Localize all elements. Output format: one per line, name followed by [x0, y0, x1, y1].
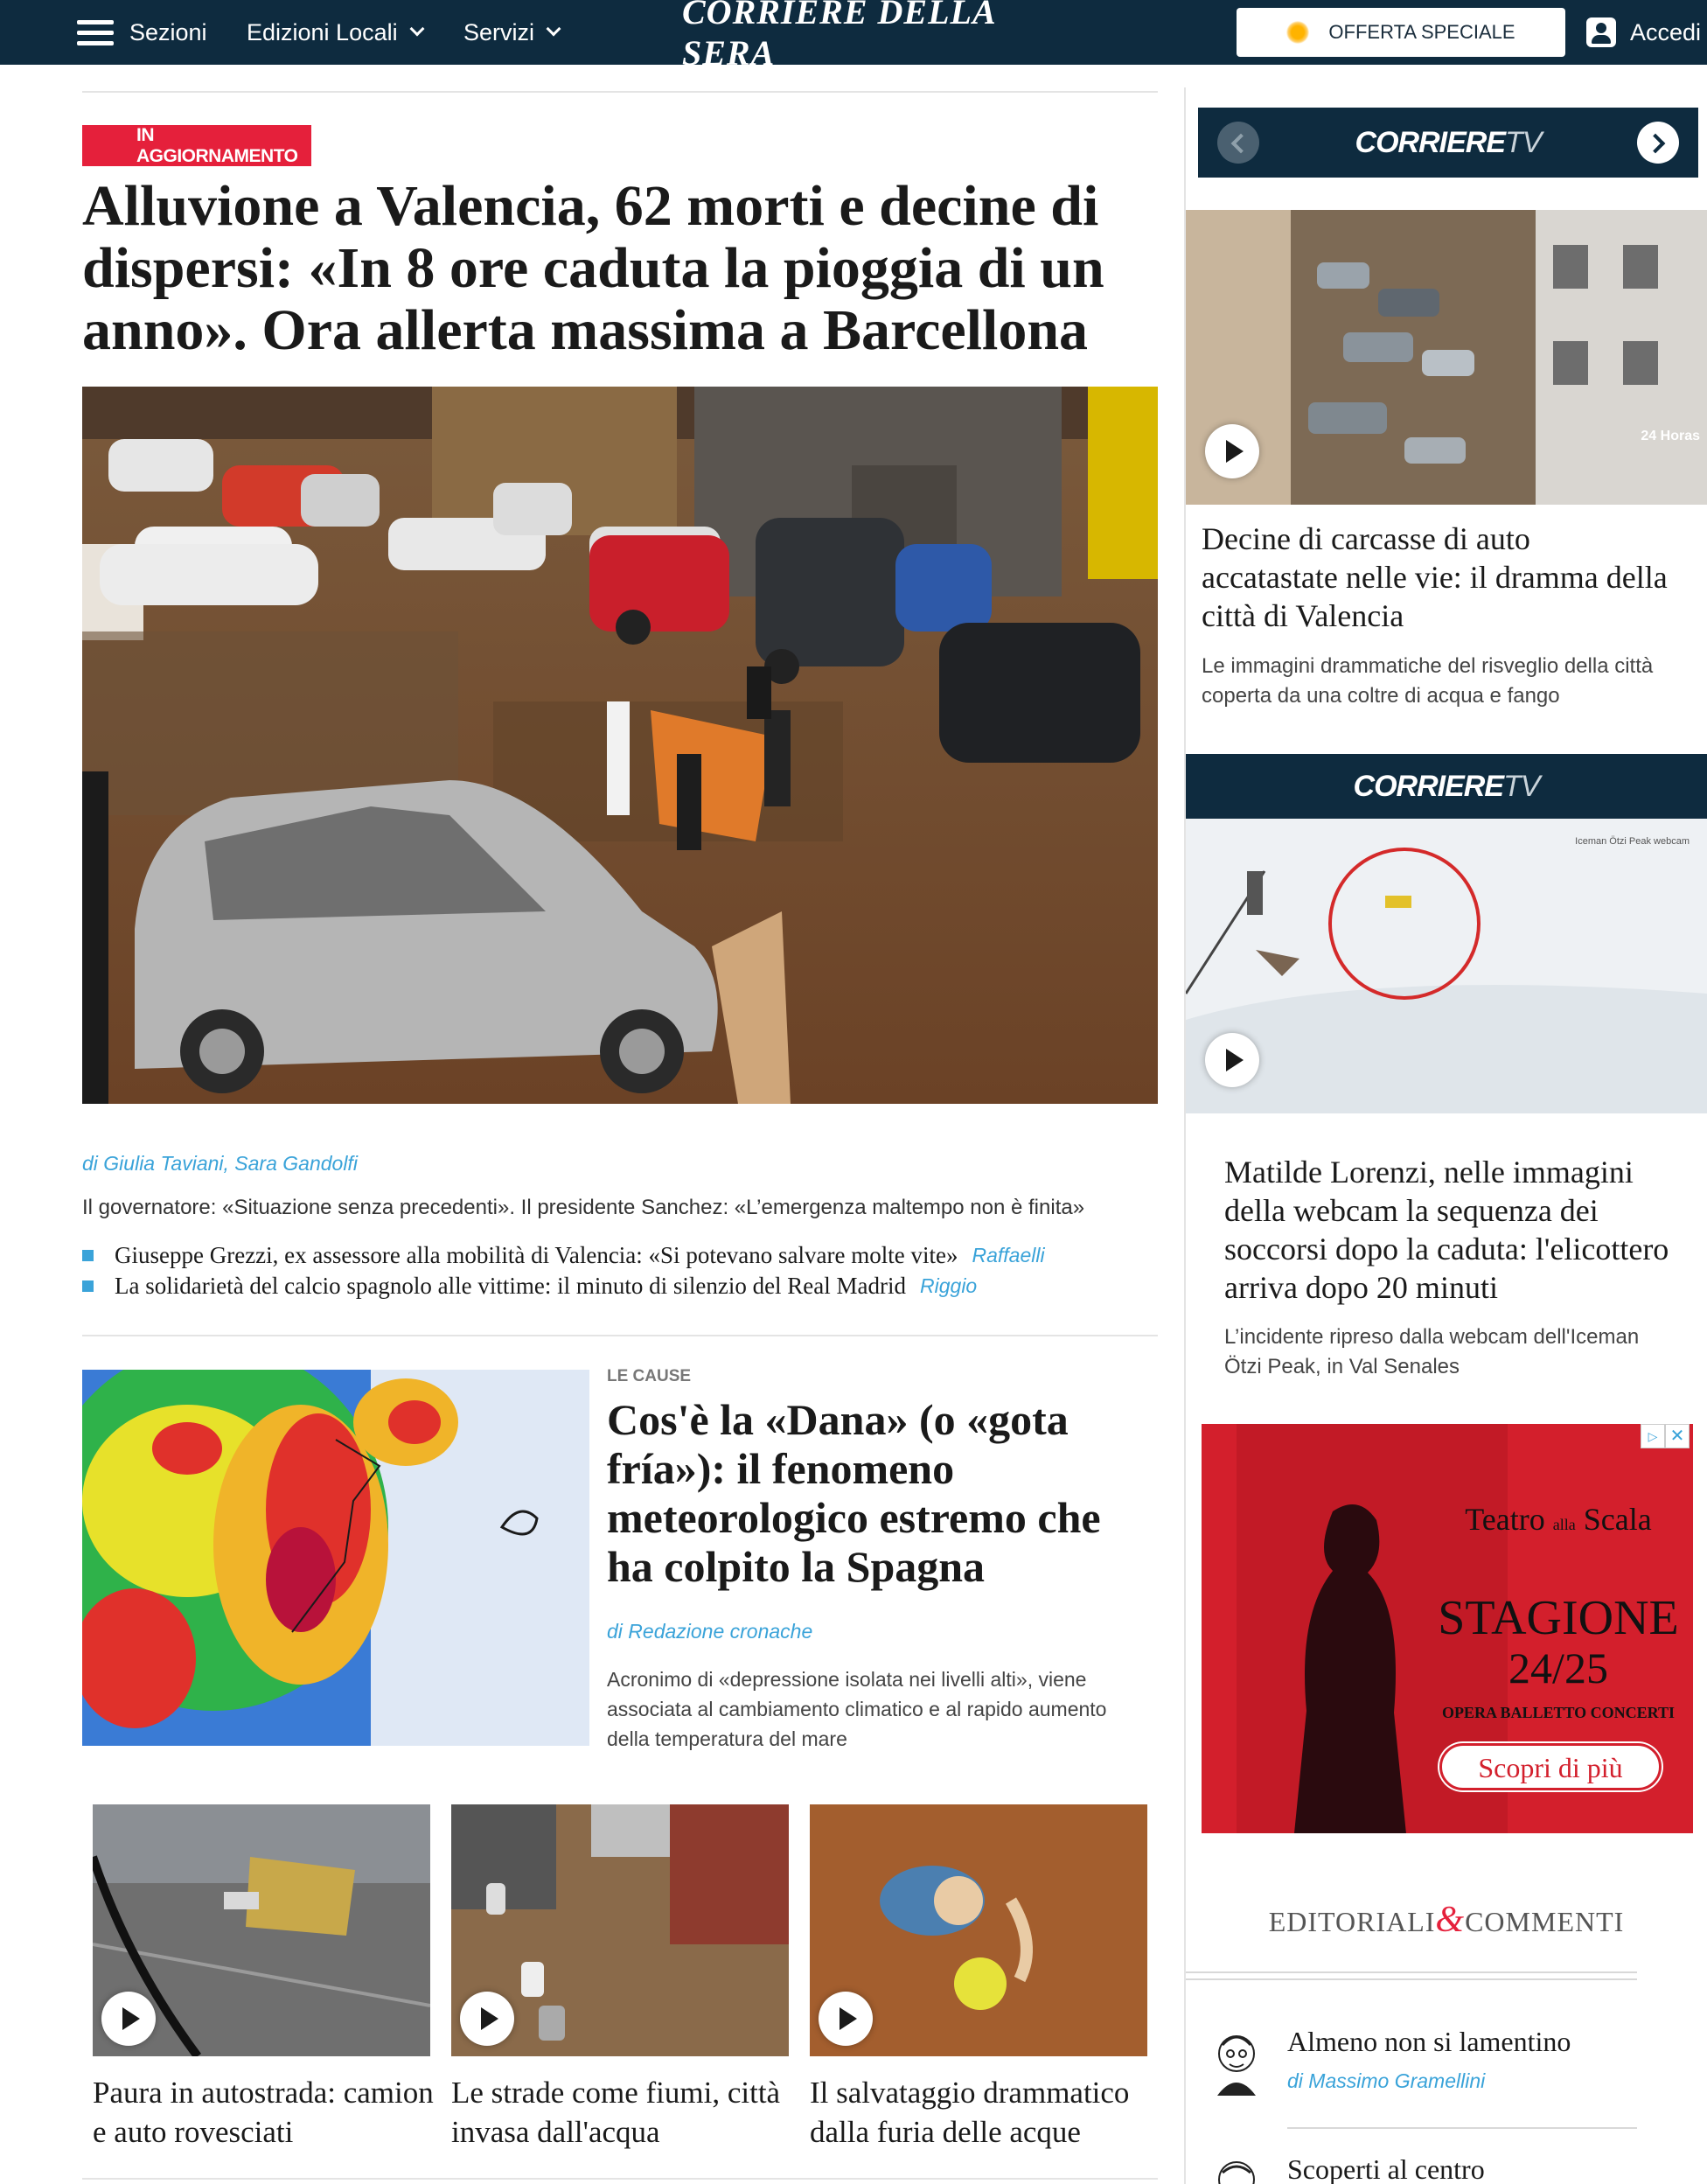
main-summary: Il governatore: «Situazione senza precedenti». Il presidente Sanchez: «L’emergenza maltempo non è finita» — [82, 1196, 1085, 1219]
corriere-tv-logo-suffix: TV — [1503, 770, 1540, 803]
sidebar-video-title[interactable]: Matilde Lorenzi, nelle immagini della webcam la sequenza dei soccorsi dopo la caduta: l'elicottero arriva dopo 20 minuti — [1224, 1155, 1669, 1305]
bullet-square-icon — [82, 1250, 94, 1261]
related-link-text[interactable]: La solidarietà del calcio spagnolo alle vittime: il minuto di silenzio del Real Madrid — [115, 1273, 907, 1299]
ad-years: 24/25 — [1508, 1643, 1608, 1692]
ad-brand-word: Teatro — [1465, 1502, 1545, 1537]
main-hero-image[interactable] — [82, 387, 1158, 1104]
ad-subtitle: OPERA BALLETTO CONCERTI — [1441, 1704, 1676, 1721]
bottom-divider — [82, 2178, 1158, 2180]
editorial-heading-left: EDITORIALI — [1268, 1906, 1436, 1937]
play-icon[interactable] — [460, 1992, 514, 2046]
corriere-tv-header — [1186, 754, 1707, 819]
play-icon[interactable] — [1205, 424, 1259, 478]
related-link-author[interactable]: Raffaelli — [972, 1244, 1045, 1266]
local-editions-label: Edizioni Locali — [247, 18, 398, 45]
arrow-right-icon[interactable] — [1637, 122, 1679, 164]
special-offer-label: OFFERTA SPECIALE — [1328, 21, 1515, 43]
related-link-text[interactable]: Giuseppe Grezzi, ex assessore alla mobilità di Valencia: «Si potevano salvare molte vite» — [115, 1242, 958, 1268]
sections-label: Sezioni — [129, 18, 207, 45]
login-label: Accedi — [1630, 18, 1702, 45]
ad-season: STAGIONE — [1438, 1591, 1679, 1645]
second-story-byline[interactable]: di Redazione cronache — [607, 1620, 813, 1643]
ad-brand — [1427, 1501, 1690, 1538]
corriere-tv-logo-word: CORRIERE — [1355, 126, 1505, 159]
editorial-title[interactable]: Almeno non si lamentino — [1287, 2026, 1571, 2057]
divider — [1186, 1978, 1637, 1980]
video-thumbnail[interactable] — [93, 1804, 430, 2056]
editorial-heading-right: COMMENTI — [1465, 1906, 1625, 1937]
sidebar-video-description: L’incidente ripreso dalla webcam dell'Iceman Ötzi Peak, in Val Senales — [1224, 1325, 1640, 1378]
editorial-title[interactable]: Scoperti al centro — [1287, 2153, 1485, 2184]
local-editions-dropdown[interactable] — [247, 0, 422, 65]
sun-icon — [1286, 21, 1309, 44]
site-logo[interactable]: CORRIERE DELLA SERA — [682, 0, 995, 73]
corriere-tv-logo-suffix: TV — [1505, 126, 1542, 159]
related-link-2[interactable] — [82, 1273, 977, 1300]
sidebar-video-thumbnail[interactable] — [1186, 819, 1707, 1113]
chevron-down-icon — [409, 22, 424, 37]
corriere-tv-logo[interactable] — [1198, 108, 1698, 178]
top-divider — [82, 91, 1158, 93]
user-icon — [1586, 17, 1616, 47]
close-icon[interactable]: ✕ — [1665, 1424, 1690, 1448]
sidebar-video-thumbnail[interactable] — [1186, 210, 1707, 505]
video-title[interactable]: Le strade come fiumi, città invasa dall'acqua — [451, 2076, 781, 2149]
top-navigation-bar — [0, 0, 1707, 73]
video-overlay-label: Iceman Ötzi Peak webcam — [1575, 836, 1690, 847]
play-icon[interactable] — [819, 1992, 873, 2046]
second-story-title[interactable]: Cos'è la «Dana» (o «gota fría»): il fenomeno meteorologico estremo che ha colpito la Spagna — [607, 1395, 1101, 1591]
ad-brand-word: Scala — [1583, 1502, 1652, 1537]
sections-menu-button[interactable] — [129, 0, 207, 65]
video-overlay-label: 24 Horas — [1641, 429, 1700, 443]
editorial-heading-amp: & — [1435, 1900, 1466, 1940]
ad-info-icon[interactable]: ▷ — [1641, 1424, 1665, 1448]
play-icon[interactable] — [1205, 1033, 1259, 1087]
special-offer-button[interactable] — [1237, 8, 1565, 57]
bullet-square-icon — [82, 1280, 94, 1292]
editorial-section-heading[interactable] — [1186, 1899, 1707, 1941]
video-title[interactable]: Il salvataggio drammatico dalla furia delle acque — [810, 2076, 1130, 2149]
story-kicker: LE CAUSE — [607, 1367, 692, 1385]
sidebar-video-title[interactable]: Decine di carcasse di auto accatastate nelle vie: il dramma della città di Valencia — [1202, 521, 1668, 633]
section-divider — [82, 1335, 1158, 1336]
second-story-description: Acronimo di «depressione isolata nei livelli alti», viene associata al cambiamento climatico e al rapido aumento della temperatura del mare — [607, 1668, 1107, 1750]
services-dropdown[interactable] — [463, 0, 559, 65]
related-link-author[interactable]: Riggio — [920, 1274, 978, 1297]
ad-brand-word: alla — [1552, 1516, 1576, 1533]
related-link-1[interactable] — [82, 1242, 1045, 1269]
chevron-down-icon — [547, 22, 561, 37]
ad-cta-button[interactable]: Scopri di più — [1439, 1743, 1662, 1790]
advertisement-banner[interactable] — [1202, 1424, 1693, 1833]
sidebar-video-description: Le immagini drammatiche del risveglio della città coperta da una coltre di acqua e fango — [1202, 654, 1654, 708]
corriere-tv-logo[interactable] — [1186, 754, 1707, 819]
hamburger-icon[interactable] — [77, 20, 114, 45]
live-update-badge: IN AGGIORNAMENTO — [82, 125, 311, 166]
main-byline[interactable]: di Giulia Taviani, Sara Gandolfi — [82, 1152, 358, 1175]
video-title[interactable]: Paura in autostrada: camion e auto rovesciati — [93, 2076, 434, 2149]
corriere-tv-logo-word: CORRIERE — [1353, 770, 1503, 803]
author-portrait — [1210, 2027, 1263, 2096]
editorial-author[interactable]: di Massimo Gramellini — [1287, 2069, 1486, 2092]
main-headline[interactable]: Alluvione a Valencia, 62 morti e decine di dispersi: «In 8 ore caduta la pioggia di un anno». Ora allerta massima a Barcellona — [82, 174, 1104, 362]
corriere-tv-header — [1198, 108, 1698, 178]
video-thumbnail[interactable] — [810, 1804, 1147, 2056]
login-button[interactable] — [1586, 0, 1701, 65]
author-portrait — [1210, 2153, 1263, 2184]
services-label: Servizi — [463, 18, 535, 45]
play-icon[interactable] — [101, 1992, 156, 2046]
video-thumbnail[interactable] — [451, 1804, 789, 2056]
weather-map-image[interactable] — [82, 1370, 589, 1746]
divider — [1287, 2127, 1637, 2129]
divider — [1186, 1971, 1637, 1973]
